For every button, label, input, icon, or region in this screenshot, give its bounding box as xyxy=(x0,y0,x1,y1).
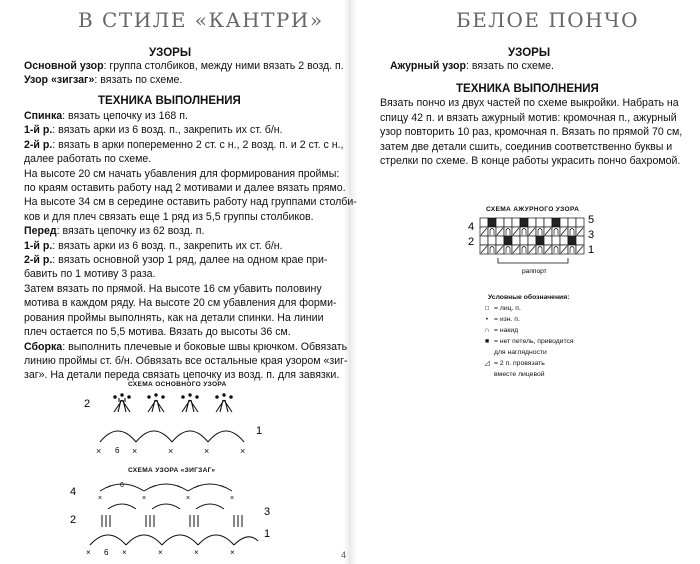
chart-cell xyxy=(496,218,504,227)
repeat-count: 6 xyxy=(104,548,109,557)
text-line: Затем вязать по прямой. На высоте 16 см убавить половину xyxy=(24,282,322,295)
chart-cell xyxy=(552,236,560,245)
chart-cell xyxy=(528,218,536,227)
svg-text:×: × xyxy=(204,446,210,456)
chart-cell xyxy=(560,236,568,245)
legend-item xyxy=(480,303,574,314)
svg-text:×: × xyxy=(96,446,102,456)
fan-stitch-groups xyxy=(114,394,232,412)
chart-cell xyxy=(576,218,584,227)
svg-text:×: × xyxy=(186,495,191,502)
text-line: линию проймы ст. б/н. Обвязать все остальные края узором «зиг- xyxy=(24,354,348,367)
chart-cell xyxy=(488,236,496,245)
text-line: рования проймы выполнять, как на детали спинки. На линии xyxy=(24,311,324,324)
legend-item xyxy=(480,369,574,380)
chart-cell xyxy=(520,218,528,227)
chart-cell xyxy=(504,218,512,227)
inline-label: Основной узор xyxy=(24,60,104,72)
text-line: заг». На детали переда связать цепочку из возд. п. для завязки. xyxy=(24,369,340,382)
chart-row-number: 1 xyxy=(588,244,595,256)
chart-cell xyxy=(488,218,496,227)
text-line: 2-й р.: вязать в арки попеременно 2 ст. с н., 2 возд. п. и 2 ст. с н., xyxy=(24,138,344,151)
chart-cell xyxy=(536,236,544,245)
inline-label: 1-й р. xyxy=(24,239,53,252)
inline-label: 1-й р. xyxy=(24,124,53,137)
chart-cell xyxy=(544,218,552,227)
text-line: мотива в каждом ряду. На высоте 20 см убавления для форми- xyxy=(24,297,337,310)
legend-item xyxy=(480,325,574,336)
text-line: Ажурный узор: вязать по схеме. xyxy=(390,60,555,72)
page-number: 4 xyxy=(341,550,347,560)
text-line: плеч остается по 5,5 мотива. Вязать до высоты 36 см. xyxy=(24,326,291,339)
legend-symbol-icon: ■ xyxy=(484,338,490,345)
inline-label: Сборка xyxy=(24,340,63,353)
page-title: БЕЛОЕ ПОНЧО xyxy=(456,8,639,32)
chart-row-number: 3 xyxy=(264,506,271,518)
svg-text:×: × xyxy=(86,548,91,557)
right-page xyxy=(356,0,700,564)
chart-row-number: 4 xyxy=(70,486,77,498)
legend-symbol-icon: ◿ xyxy=(484,360,490,367)
legend-text: = лиц. п. xyxy=(494,305,521,312)
section-heading-patterns: УЗОРЫ xyxy=(508,47,551,59)
lace-grid xyxy=(480,218,584,254)
text-line: далее работать по схеме. xyxy=(24,153,152,166)
chart-cell xyxy=(552,218,560,227)
main-pattern-chart xyxy=(70,390,290,465)
svg-text:×: × xyxy=(132,446,138,456)
repeat-count: 6 xyxy=(115,446,120,455)
text-line: затем две детали сшить, соединив соответственно буквы и xyxy=(380,140,673,153)
chart-row-number: 4 xyxy=(468,221,475,233)
text-line: ков и для плеч связать еще 1 ряд из 5,5 группы столбиков. xyxy=(24,210,314,223)
legend-text: = накид xyxy=(494,327,519,334)
text-line: 2-й р.: вязать основной узор 1 ряд, далее на одном крае при- xyxy=(24,254,328,267)
legend-text: вместе лицевой xyxy=(494,371,545,378)
text-line: На высоте 34 см в середине оставить работу над группами столби- xyxy=(24,196,357,209)
technique-text xyxy=(24,109,357,383)
chart-cell xyxy=(480,236,488,245)
chart-cell xyxy=(504,236,512,245)
text-line: Узор «зигзаг»: вязать по схеме. xyxy=(24,74,183,87)
text-line: спицу 42 п. и вязать ажурный мотив: кромочная п., ажурный xyxy=(380,111,677,124)
legend-item xyxy=(480,347,574,358)
text-line: Перед: вязать цепочку из 62 возд. п. xyxy=(24,225,205,238)
lace-chart xyxy=(464,214,604,276)
inline-label: Ажурный узор xyxy=(390,60,466,72)
text-line: Основной узор: группа столбиков, между ними вязать 2 возд. п. xyxy=(24,60,344,72)
inline-label: Перед xyxy=(24,225,57,238)
chart-cell xyxy=(568,218,576,227)
svg-text:×: × xyxy=(168,446,174,456)
text-line: Спинка: вязать цепочку из 168 п. xyxy=(24,110,188,122)
text-line: по краям оставить работу над 2 мотивами и далее вязать прямо. xyxy=(24,182,346,195)
text-line: Сборка: выполнить плечевые и боковые швы крючком. Обвязать xyxy=(24,340,348,353)
chart-cell xyxy=(496,236,504,245)
zigzag-row-crosses xyxy=(98,495,234,502)
zigzag-stitches xyxy=(102,515,242,527)
main-pattern-chart-title: СХЕМА ОСНОВНОГО УЗОРА xyxy=(128,381,227,388)
zigzag-chart xyxy=(62,475,292,560)
inline-label: Узор «зигзаг» xyxy=(24,74,95,87)
chart-cell xyxy=(512,218,520,227)
legend xyxy=(480,292,574,380)
technique-text xyxy=(380,96,682,169)
chart-cell xyxy=(536,218,544,227)
patterns-text xyxy=(24,59,344,88)
legend-text: = изн. п. xyxy=(494,316,520,323)
chart-row-number: 1 xyxy=(264,528,271,540)
svg-text:×: × xyxy=(142,495,147,502)
page-title: В СТИЛЕ «КАНТРИ» xyxy=(78,8,324,32)
chart-row-number: 5 xyxy=(588,214,595,226)
legend-symbol-icon: • xyxy=(485,316,489,323)
section-heading-patterns: УЗОРЫ xyxy=(149,47,192,59)
text-line: узор повторить 10 раз, кромочная п. Вязать по прямой 70 см, xyxy=(380,126,683,139)
legend-item xyxy=(480,358,574,369)
repeat-label: раппорт xyxy=(522,268,547,275)
legend-text: = нет петель, приводится xyxy=(494,338,574,345)
section-heading-technique: ТЕХНИКА ВЫПОЛНЕНИЯ xyxy=(98,95,241,107)
text-line: стрелки по схеме. В конце работы украсить пончо бахромой. xyxy=(380,155,681,168)
text-line: Вязать пончо из двух частей по схеме выкройки. Набрать на xyxy=(380,97,679,109)
chart-cell xyxy=(480,218,488,227)
svg-text:×: × xyxy=(240,446,246,456)
chart-cell xyxy=(520,236,528,245)
chart-cell xyxy=(512,236,520,245)
zigzag-mid-arches xyxy=(108,504,224,509)
chart-cell xyxy=(568,236,576,245)
svg-text:6: 6 xyxy=(120,482,124,489)
inline-label: 2-й р. xyxy=(24,254,53,267)
repeat-bracket xyxy=(498,258,568,263)
inline-label: Спинка xyxy=(24,110,63,122)
chart-cell xyxy=(544,236,552,245)
legend-symbol-icon: ∩ xyxy=(484,327,490,334)
legend-item xyxy=(480,336,574,347)
zigzag-base-arches xyxy=(90,535,258,545)
zigzag-chart-title: СХЕМА УЗОРА «ЗИГЗАГ» xyxy=(128,467,216,474)
legend-item xyxy=(480,314,574,325)
chart-cell xyxy=(576,236,584,245)
chart-cell xyxy=(560,218,568,227)
chart-row-number: 2 xyxy=(84,398,91,410)
legend-text: = 2 п. провязать xyxy=(494,360,545,367)
svg-text:×: × xyxy=(230,495,235,502)
svg-text:×: × xyxy=(194,548,199,557)
svg-text:×: × xyxy=(122,548,127,557)
text-line: 1-й р.: вязать арки из 6 возд. п., закрепить их ст. б/н. xyxy=(24,124,283,137)
section-heading-technique: ТЕХНИКА ВЫПОЛНЕНИЯ xyxy=(456,83,599,95)
text-line: 1-й р.: вязать арки из 6 возд. п., закрепить их ст. б/н. xyxy=(24,239,283,252)
chart-row-number: 2 xyxy=(468,236,475,248)
text-line: На высоте 20 см начать убавления для формирования проймы: xyxy=(24,167,340,180)
legend-text: для наглядности xyxy=(494,349,547,356)
chain-arches xyxy=(100,431,244,442)
text-line: бавить по 1 мотиву 3 раза. xyxy=(24,268,156,281)
legend-symbol-icon: □ xyxy=(484,305,490,312)
patterns-text xyxy=(390,59,554,73)
inline-label: 2-й р. xyxy=(24,138,53,151)
chart-row-number: 2 xyxy=(70,514,77,526)
chart-row-number: 3 xyxy=(588,229,595,241)
legend-title: Условные обозначения: xyxy=(488,294,570,301)
svg-text:×: × xyxy=(230,548,235,557)
lace-chart-title: СХЕМА АЖУРНОГО УЗОРА xyxy=(486,206,580,213)
chart-row-number: 1 xyxy=(256,425,263,437)
chart-cell xyxy=(528,236,536,245)
svg-text:×: × xyxy=(158,548,163,557)
svg-text:×: × xyxy=(98,495,103,502)
